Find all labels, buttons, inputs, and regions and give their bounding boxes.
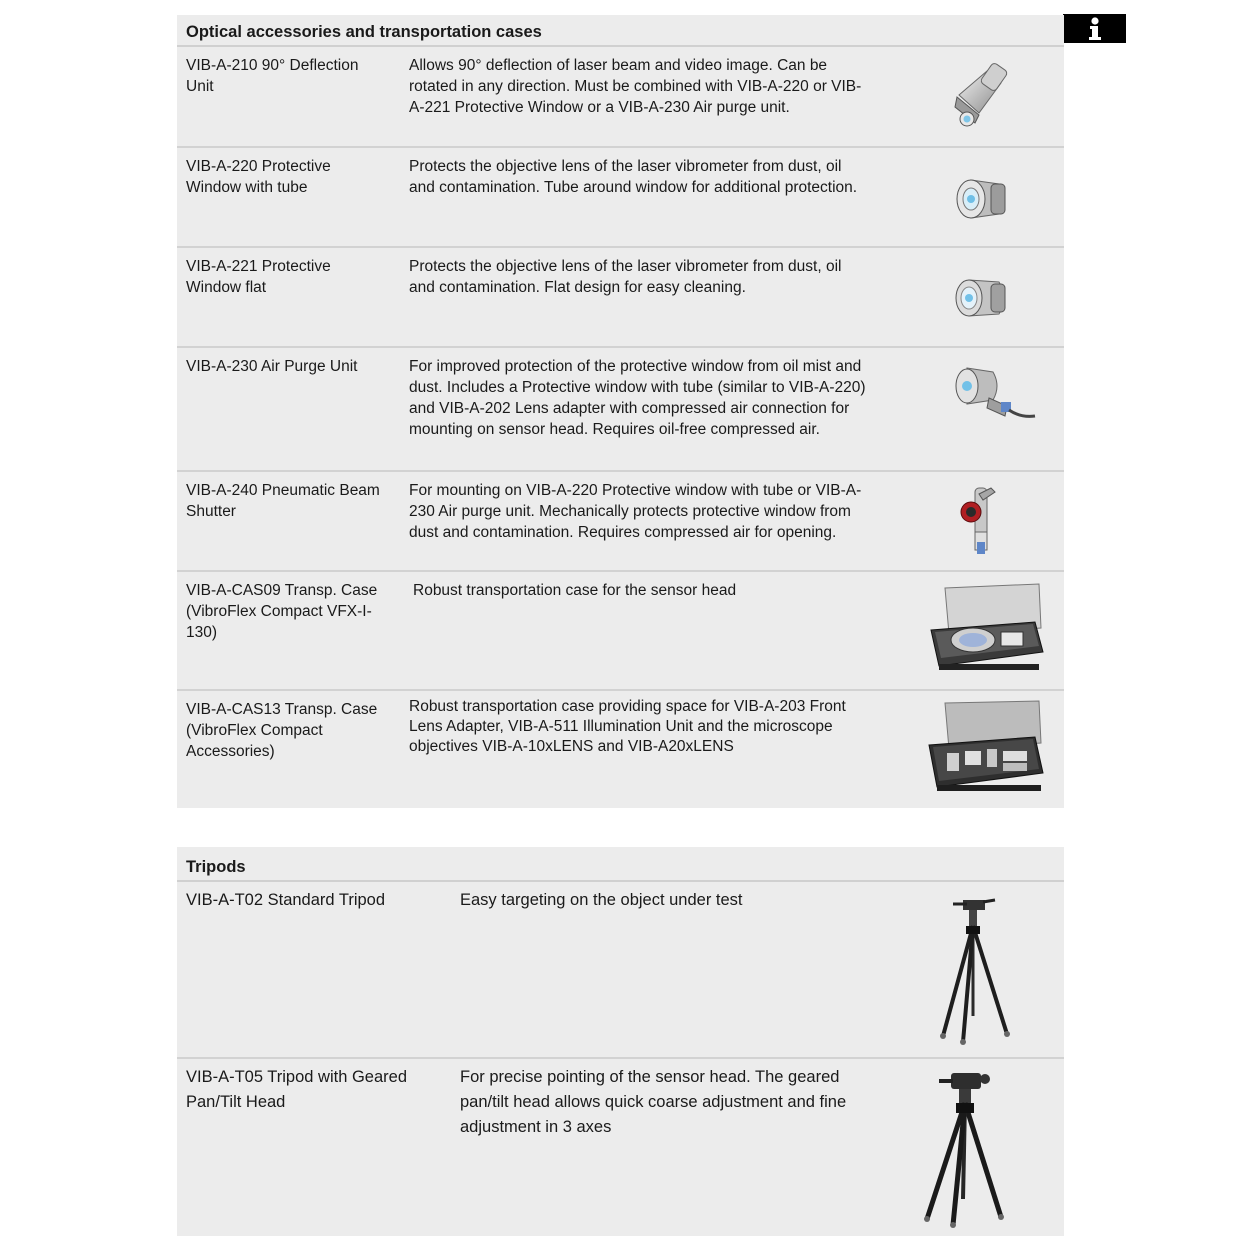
product-description: Robust transportation case providing space for VIB-A-203 Front Lens Adapter, VIB-A-511 Illumination Unit and the microscope objectives VIB-A-10xLENS and VIB-A20xLENS xyxy=(409,698,846,755)
product-name: VIB-A-221 Protective Window flat xyxy=(186,258,331,296)
accessories-case-photo xyxy=(923,699,1047,799)
table-row xyxy=(177,572,1064,691)
section-title: Optical accessories and transportation cases xyxy=(177,15,1064,47)
table-row xyxy=(177,1059,1064,1236)
product-name: VIB-A-CAS09 Transp. Case (VibroFlex Compact VFX-I-130) xyxy=(186,582,378,641)
product-name: VIB-A-220 Protective Window with tube xyxy=(186,158,331,196)
beam-shutter-photo xyxy=(957,484,1001,558)
product-name: VIB-A-T05 Tripod with Geared Pan/Tilt Head xyxy=(186,1068,408,1111)
product-description: Allows 90° deflection of laser beam and video image. Can be rotated in any direction. Must be combined with VIB-A-220 or VIB-A-221 Protective Window or a VIB-A-230 Air purge unit. xyxy=(409,57,862,116)
product-name: VIB-A-230 Air Purge Unit xyxy=(186,358,358,375)
table-row xyxy=(177,148,1064,248)
table-row xyxy=(177,47,1064,148)
product-description: For improved protection of the protective window from oil mist and dust. Includes a Protective window with tube (similar to VIB-A-220) and VIB-A-202 Lens adapter with compressed air connection for mounting on sensor head. Requires oil-free compressed air. xyxy=(409,358,866,438)
product-description: For precise pointing of the sensor head. The geared pan/tilt head allows quick coarse adjustment and fine adjustment in 3 axes xyxy=(460,1068,847,1136)
protective-window-tube-photo xyxy=(953,174,1011,224)
section-title: Tripods xyxy=(177,847,1064,882)
table-row xyxy=(177,348,1064,472)
table-row xyxy=(177,472,1064,572)
deflection-unit-photo xyxy=(949,61,1013,133)
info-icon xyxy=(1063,14,1126,43)
table-row xyxy=(177,882,1064,1059)
standard-tripod-photo xyxy=(933,896,1017,1046)
geared-tripod-photo xyxy=(915,1069,1011,1229)
product-description: Robust transportation case for the sensor head xyxy=(413,582,737,599)
table-row xyxy=(177,248,1064,348)
tripods-section xyxy=(177,847,1064,1236)
product-name: VIB-A-210 90° Deflection Unit xyxy=(186,57,359,95)
protective-window-flat-photo xyxy=(953,272,1011,324)
product-description: Protects the objective lens of the laser vibrometer from dust, oil and contamination. Tube around window for additional protection. xyxy=(409,158,858,196)
product-name: VIB-A-240 Pneumatic Beam Shutter xyxy=(186,482,380,520)
product-name: VIB-A-T02 Standard Tripod xyxy=(186,891,386,909)
product-description: Easy targeting on the object under test xyxy=(460,891,743,909)
product-description: For mounting on VIB-A-220 Protective window with tube or VIB-A-230 Air purge unit. Mechanically protects protective window from dust and contamination. Requires compressed air for opening. xyxy=(409,482,862,541)
optical-accessories-section xyxy=(177,15,1064,808)
product-name: VIB-A-CAS13 Transp. Case (VibroFlex Compact Accessories) xyxy=(186,701,378,760)
product-description: Protects the objective lens of the laser vibrometer from dust, oil and contamination. Flat design for easy cleaning. xyxy=(409,258,842,296)
air-purge-unit-photo xyxy=(953,362,1037,428)
table-row xyxy=(177,691,1064,808)
sensor-head-case-photo xyxy=(925,582,1045,678)
